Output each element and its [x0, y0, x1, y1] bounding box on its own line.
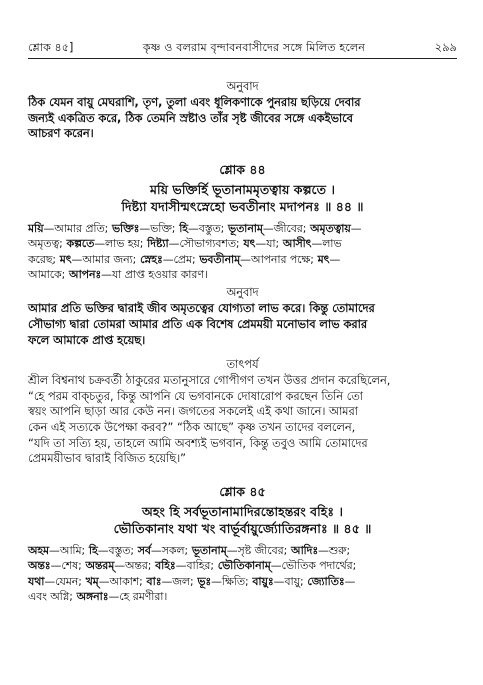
verse-line: দিষ্ট্যা যদাসীন্মৎস্নেহো ভবতীনাং মদাপনঃ ॥ ৪৪ ॥	[121, 198, 364, 214]
synonym-line: ময়ি—আমার প্রতি; ভক্তিঃ—ভক্তি; হি—বস্তুত; ভূতানাম্—জীবের; অমৃতত্বায়—	[28, 221, 362, 235]
text-line: স্বয়ং আপনি ছাড়া আর কেউ নন। জগতের সকলেই এই কথা জানে। আমরা	[28, 405, 358, 419]
translation-43	[28, 95, 457, 142]
text-line: আমার প্রতি ভক্তির দ্বারাই জীব অমৃতত্বের যোগ্যতা লাভ করে। কিন্তু তোমাদের	[28, 302, 375, 316]
verse-45-synonyms	[28, 543, 457, 605]
text-line: আচরণ করেন।	[28, 127, 94, 141]
verse-45-label: শ্লোক ৪৫	[219, 483, 266, 499]
header-chapter-title: কৃষ্ণ ও বলরাম বৃন্দাবনবাসীদের সঙ্গে মিলিত হলেন	[142, 41, 366, 54]
anubad-heading-2: অনুবাদ	[226, 286, 259, 300]
synonym-line: অহম—আমি; হি—বস্তুত; সর্ব—সকল; ভূতানাম্—সৃষ্ট জীবের; আদিঃ—শুরু;	[28, 543, 351, 557]
verse-line: ভৌতিকানাং যথা খং বার্ভূর্বায়ুর্জ্যোতিরঙ্গনাঃ ॥ ৪৫ ॥	[113, 520, 372, 536]
synonym-line: এবং অগ্নি; অঙ্গনাঃ—হে রমণীরা।	[28, 589, 168, 603]
running-header	[28, 0, 457, 55]
synonym-line: আমাকে; আপনঃ—যা প্রাপ্ত হওয়ার কারণ।	[28, 268, 208, 281]
text-line: জন্যই একত্রিত করে, ঠিক তেমনি স্রষ্টাও তাঁর সৃষ্ট জীবের সঙ্গে একইভাবে	[28, 111, 353, 125]
text-line: “হে পরম বাক্চতুর, কিন্তু আপনি যে ভগবানকে দোষারোপ করছেন তিনি তো	[28, 389, 363, 403]
text-line: ঠিক যেমন বায়ু মেঘরাশি, তৃণ, তুলা এবং ধূলিকণাকে পুনরায় ছড়িয়ে দেবার	[28, 96, 361, 109]
header-verse-ref: শ্লোক ৪৫]	[28, 41, 74, 54]
text-line: ফলে আমাকে প্রাপ্ত হয়েছ।	[28, 333, 146, 347]
anubad-heading-1: অনুবাদ	[226, 80, 259, 93]
verse-45-sanskrit	[28, 503, 457, 537]
verse-44-synonyms	[28, 221, 457, 283]
purport-44	[28, 373, 457, 467]
text-line: কেন এই সত্যকে উপেক্ষা করব?” “ঠিক আছে” কৃষ্ণ তখন তাদের বললেন,	[28, 420, 356, 434]
text-line: প্রেমময়ীভাব দ্বারাই বিজিত হয়েছি।”	[28, 452, 186, 466]
verse-line: ময়ি ভক্তির্হি ভূতানামমৃতত্বায় কল্পতে ।	[150, 181, 335, 197]
tatparya-heading: তাৎপর্য	[226, 358, 259, 372]
verse-line: অহং হি সর্বভূতানামাদিরন্তোহন্তরং বহিঃ ।	[142, 503, 343, 519]
text-line: সৌভাগ্য দ্বারা তোমরা আমার প্রতি এক বিশেষ প্রেমময়ী মনোভাব লাভ করার	[28, 318, 368, 331]
verse-44-label: শ্লোক ৪৪	[219, 161, 266, 177]
synonym-line: যথা—যেমন; খম্—আকাশ; বাঃ—জল; ভূঃ—ক্ষিতি; বায়ুঃ—বায়ু; জ্যোতিঃ—	[28, 574, 356, 588]
verse-44-sanskrit	[28, 181, 457, 215]
text-line: “যদি তা সত্যি হয়, তাহলে আমি অবশ্যই ভগবান, কিন্তু তবুও আমি তোমাদের	[28, 436, 368, 450]
translation-44	[28, 301, 457, 348]
page-number: ২৯৯	[434, 40, 457, 54]
synonym-line: করেছ; মৎ—আমার জন্য; স্নেহঃ—প্রেম; ভবতীনাম্—আপনার পক্ষে; মৎ—	[28, 252, 341, 266]
synonym-line: অমৃতত্ব; কল্পতে—লাভ হয়; দিষ্ট্যা—সৌভাগ্যবশত; যৎ—যা; আসীৎ—লাভ	[28, 237, 342, 251]
text-line: শ্রীল বিশ্বনাথ চক্রবর্তী ঠাকুরের মতানুসারে গোপীগণ তখন উত্তর প্রদান করেছিলেন,	[28, 374, 391, 388]
synonym-line: অন্তঃ—শেষ; অন্তরম্—অন্তর; বহিঃ—বাহির; ভৌতিকানাম্—ভৌতিক পদার্থের;	[28, 559, 357, 573]
